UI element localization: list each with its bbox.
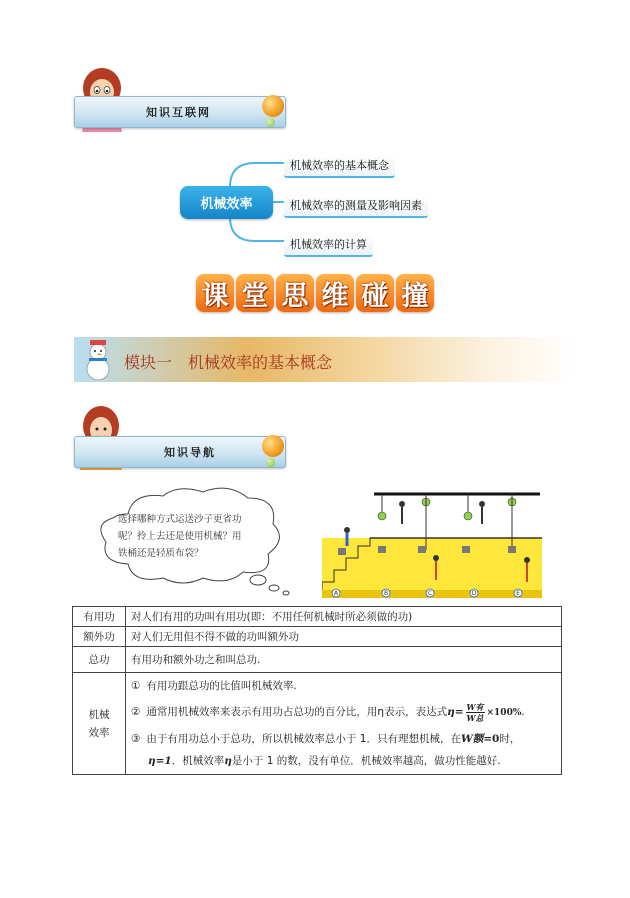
green-dot-icon — [266, 118, 275, 127]
efficiency-item-2 — [131, 697, 556, 728]
section-title-char: 堂 — [236, 274, 274, 312]
table-row — [73, 627, 562, 647]
efficiency-fraction — [466, 702, 485, 723]
section-title-classroom-thinking — [196, 274, 434, 312]
eta-symbol: η — [224, 755, 232, 767]
mindmap-branch-basic-concept: 机械效率的基本概念 — [284, 154, 395, 178]
illustration-label: D — [471, 590, 477, 597]
circle-number: ③ — [131, 733, 141, 745]
efficiency-note-a: 由于有用功总小于总功，所以机械效率总小于 1．只有理想机械，在 — [146, 733, 461, 745]
orange-ball-icon — [262, 435, 284, 457]
formula-numerator: W有 — [466, 701, 484, 712]
illustration-label: E — [516, 590, 520, 597]
row-label-efficiency — [73, 673, 126, 775]
mindmap-branch-measurement: 机械效率的测量及影响因素 — [284, 194, 428, 218]
illustration-label: C — [427, 590, 433, 597]
extra-work-symbol: W额 — [460, 733, 484, 745]
section-title-char: 课 — [196, 274, 234, 312]
module-title: 模块一 机械效率的基本概念 — [124, 353, 333, 372]
efficiency-definition: 有用功跟总功的比值叫机械效率. — [146, 680, 297, 692]
knowledge-network-label: 知识互联网 — [146, 106, 211, 119]
orange-ball-icon — [262, 95, 284, 117]
row-content-total-work: 有用功和额外功之和叫总功. — [126, 647, 562, 673]
pulley-illustration — [322, 490, 542, 598]
circle-number: ① — [131, 680, 141, 692]
green-dot-icon — [266, 458, 275, 467]
formula-rhs: ×100% — [486, 708, 522, 718]
section-title-char: 思 — [276, 274, 314, 312]
section-title-char: 碰 — [356, 274, 394, 312]
extra-work-zero: =0 — [483, 733, 500, 745]
cloud-question-text: 选择哪种方式运送沙子更省功呢？拎上去还是使用机械？用铁桶还是轻质布袋？ — [118, 514, 242, 559]
row-content-extra-work: 对人们无用但不得不做的功叫额外功 — [126, 627, 562, 647]
row-label-extra-work: 额外功 — [73, 627, 126, 647]
efficiency-expression-text: 通常用机械效率来表示有用功占总功的百分比，用η表示，表达式 — [146, 706, 448, 718]
efficiency-note-d: 是小于 1 的数，没有单位．机械效率越高，做功性能越好. — [231, 755, 501, 767]
illustration-label: B — [383, 590, 389, 597]
row-label-useful-work: 有用功 — [73, 607, 126, 627]
efficiency-note-b: 时， — [499, 733, 521, 745]
snowman-icon — [78, 337, 118, 383]
formula-denominator: W总 — [466, 712, 484, 723]
circle-number: ② — [131, 706, 141, 718]
efficiency-label: 机械效率 — [88, 708, 110, 739]
section-title-char: 维 — [316, 274, 354, 312]
illustration-label: A — [333, 590, 339, 597]
efficiency-note-c: ．机械效率 — [171, 755, 225, 767]
efficiency-item-3-line-2 — [131, 750, 556, 772]
row-content-efficiency — [126, 673, 562, 775]
knowledge-navigation-label: 知识导航 — [164, 446, 216, 459]
formula-end: . — [521, 706, 525, 718]
table-row — [73, 673, 562, 775]
section-title-char: 撞 — [396, 274, 434, 312]
table-row — [73, 647, 562, 673]
knowledge-table — [72, 606, 562, 775]
row-content-useful-work: 对人们有用的功叫有用功(即：不用任何机械时所必须做的功) — [126, 607, 562, 627]
mindmap-branch-calculation: 机械效率的计算 — [284, 233, 373, 257]
efficiency-item-3-line-1 — [131, 728, 556, 750]
formula-lhs: η= — [447, 706, 464, 718]
row-label-total-work: 总功 — [73, 647, 126, 673]
efficiency-item-1 — [131, 675, 556, 697]
eta-equals-one: η=1 — [148, 755, 172, 767]
table-row — [73, 607, 562, 627]
mindmap-center-node: 机械效率 — [180, 186, 273, 219]
